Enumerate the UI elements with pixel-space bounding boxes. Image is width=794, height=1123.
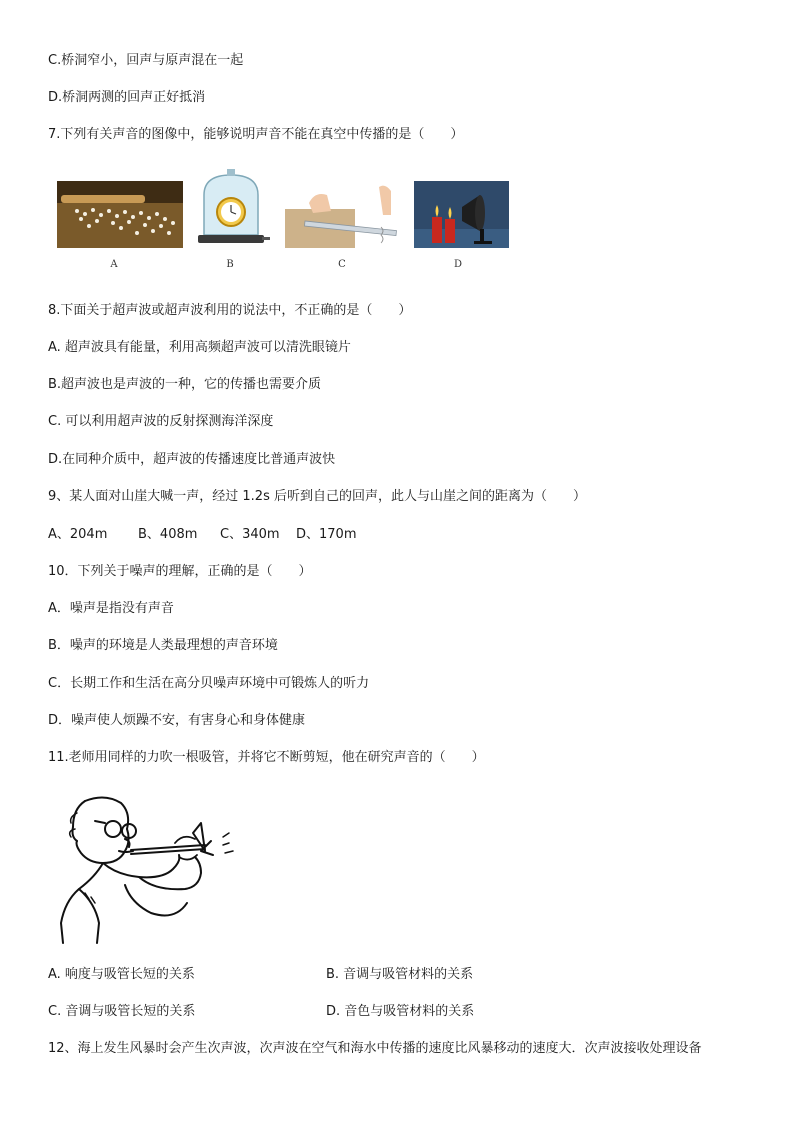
q10-option-c: C．长期工作和生活在高分贝噪声环境中可锻炼人的听力 — [48, 676, 370, 691]
q10-option-b: B．噪声的环境是人类最理想的声音环境 — [48, 638, 278, 653]
q8-option-d: D.在同种介质中，超声波的传播速度比普通声波快 — [48, 452, 336, 467]
q7-image-a — [57, 181, 183, 248]
q6-option-d: D.桥洞两测的回声正好抵消 — [48, 90, 206, 105]
q8-option-b: B.超声波也是声波的一种，它的传播也需要介质 — [48, 377, 322, 392]
q7-stem: 7.下列有关声音的图像中，能够说明声音不能在真空中传播的是（ ） — [48, 127, 464, 142]
q8-stem: 8.下面关于超声波或超声波利用的说法中，不正确的是（ ） — [48, 303, 412, 318]
q6-option-c: C.桥洞窄小，回声与原声混在一起 — [48, 53, 244, 68]
q10-option-d: D．噪声使人烦躁不安，有害身心和身体健康 — [48, 713, 306, 728]
q7-image-b — [192, 167, 270, 249]
q10-stem: 10．下列关于噪声的理解，正确的是（ ） — [48, 564, 312, 579]
q10-option-a: A．噪声是指没有声音 — [48, 601, 174, 616]
q7-label-c: C — [338, 259, 346, 270]
q7-image-c — [285, 181, 403, 248]
q12-stem: 12、海上发生风暴时会产生次声波，次声波在空气和海水中传播的速度比风暴移动的速度大．次声波接收处理设备 — [48, 1041, 702, 1056]
q11-teacher-straw-illustration — [55, 793, 255, 945]
q9-stem: 9、某人面对山崖大喊一声，经过 1.2s 后听到自己的回声，此人与山崖之间的距离为（ ） — [48, 489, 586, 504]
q8-option-c: C. 可以利用超声波的反射探测海洋深度 — [48, 414, 274, 429]
q11-option-d: D. 音色与吸管材料的关系 — [326, 1004, 475, 1019]
q11-stem: 11.老师用同样的力吹一根吸管，并将它不断剪短，他在研究声音的（ ） — [48, 750, 485, 765]
q7-label-d: D — [453, 259, 463, 270]
q7-label-a: A — [110, 259, 118, 270]
q7-label-b: B — [226, 259, 234, 270]
q8-option-a: A. 超声波具有能量，利用高频超声波可以清洗眼镜片 — [48, 340, 351, 355]
q9-options — [48, 526, 357, 544]
q11-option-c: C. 音调与吸管长短的关系 — [48, 1004, 196, 1019]
q11-option-a: A. 响度与吸管长短的关系 — [48, 967, 195, 982]
q9-option-c: C、340m — [220, 527, 280, 542]
q9-option-d: D、170m — [296, 527, 357, 542]
q11-option-b: B. 音调与吸管材料的关系 — [326, 967, 474, 982]
q9-option-b: B、408m — [138, 527, 198, 542]
q9-option-a: A、204m — [48, 527, 108, 542]
q7-image-d — [414, 181, 509, 248]
